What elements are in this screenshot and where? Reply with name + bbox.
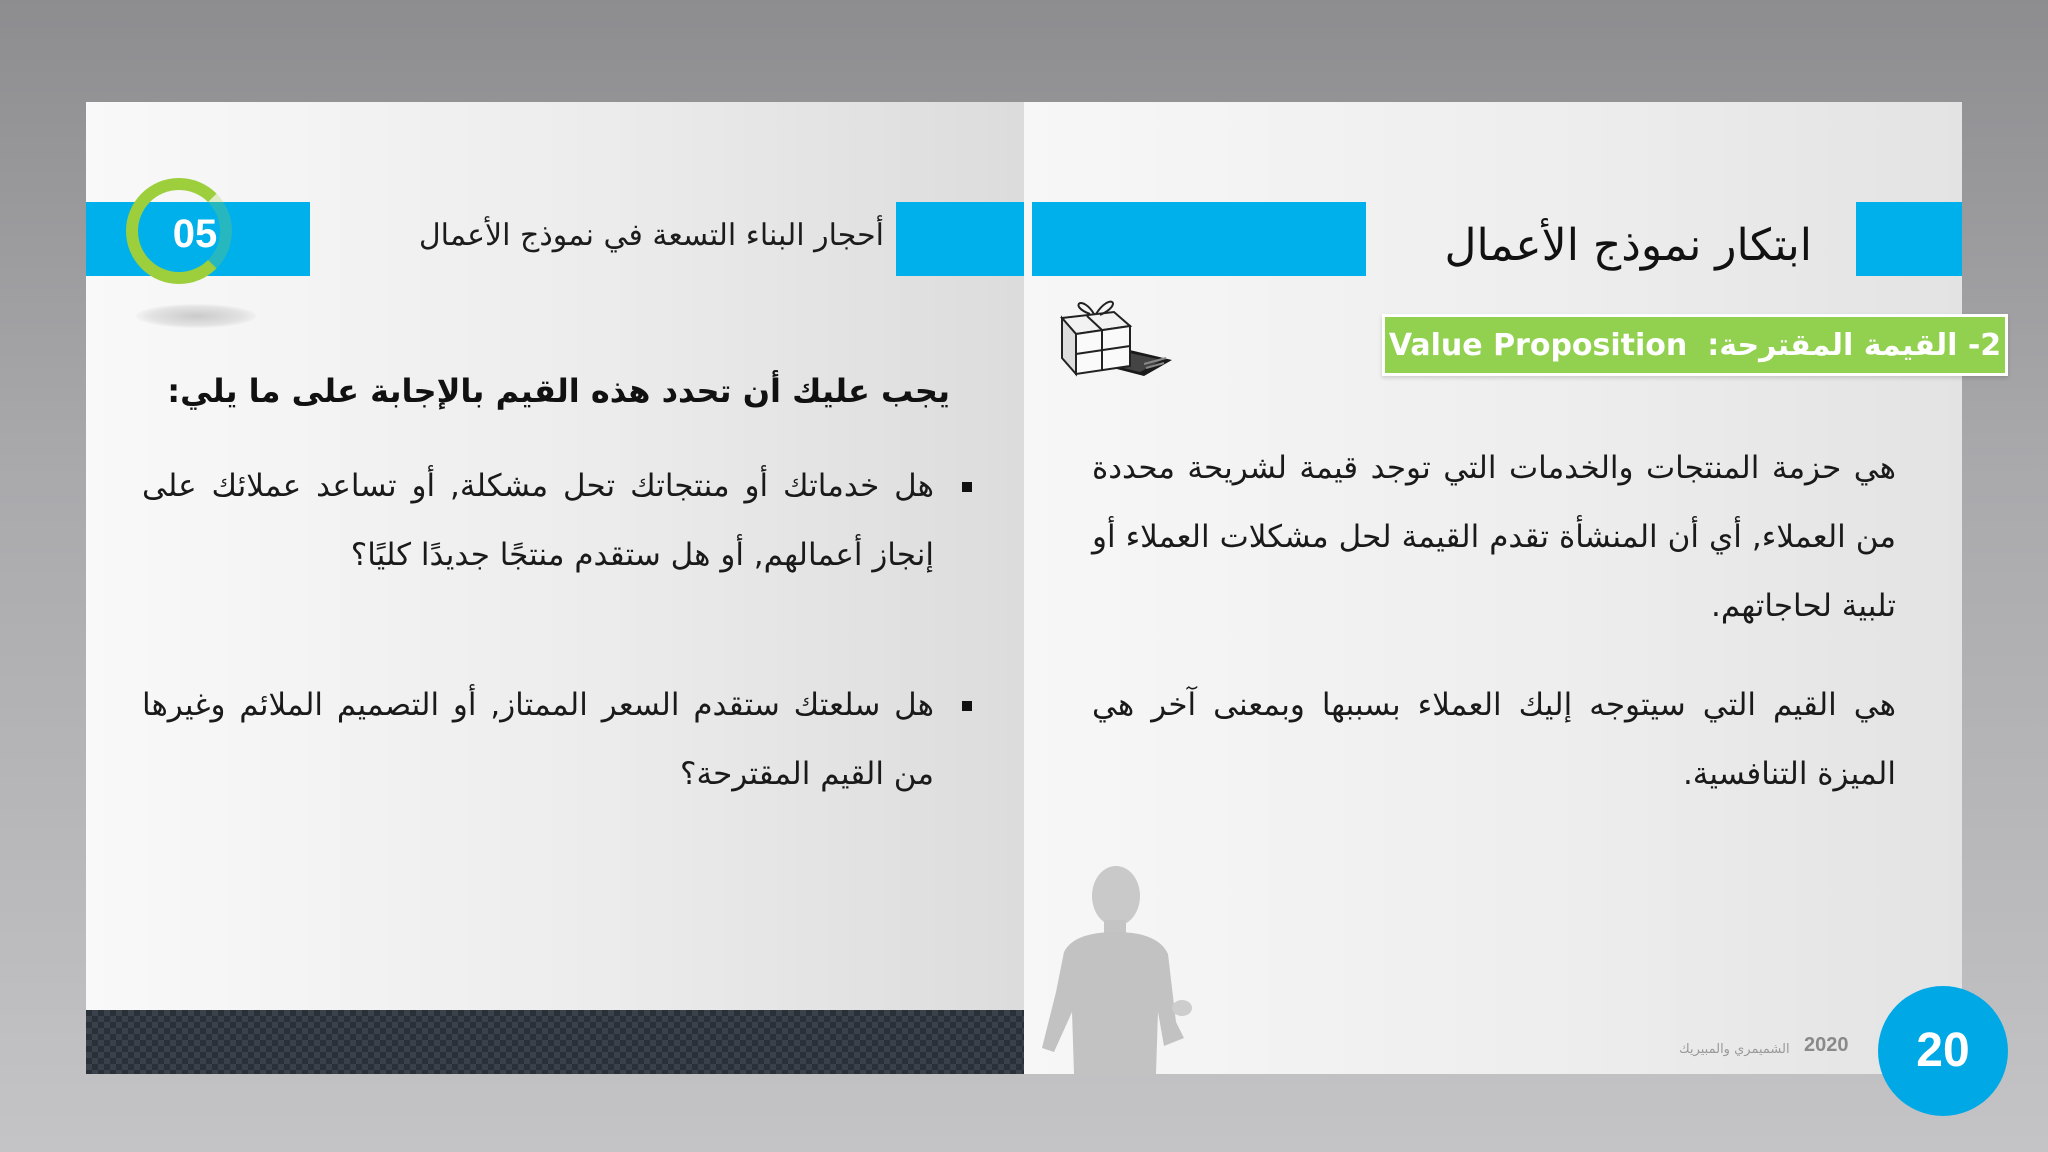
section-label-ar: 2- القيمة المقترحة: [1707, 327, 2002, 363]
footer-year: 2020 [1804, 1034, 1849, 1056]
section-label-en: Value Proposition [1388, 327, 1688, 363]
section-label-box [1382, 314, 2008, 376]
right-header-band-right [1856, 202, 1962, 276]
bullet-marker-icon [962, 482, 972, 492]
right-page [1024, 102, 2002, 1074]
page-title: ابتكار نموذج الأعمال [1444, 220, 1812, 271]
question-heading: يجب عليك أن تحدد هذه القيم بالإجابة على ما يلي: [167, 372, 950, 410]
section-number: 05 [172, 212, 218, 256]
bullet-text: هل سلعتك ستقدم السعر الممتاز, أو التصميم الملائم وغيرها من القيم المقترحة؟ [142, 687, 934, 792]
footer-pattern-strip [86, 1010, 1024, 1074]
ring-shadow [136, 304, 256, 328]
left-page [86, 102, 1024, 1074]
bullet-item [142, 452, 986, 590]
page-number-badge: 20 [1878, 986, 2008, 1116]
right-header-band-left [1032, 202, 1366, 276]
bullet-item [142, 671, 986, 809]
bullet-text: هل خدماتك أو منتجاتك تحل مشكلة, أو تساعد عملائك على إنجاز أعمالهم, أو هل ستقدم منتجًا جديدًا كليًا؟ [142, 468, 934, 573]
footer-credit: الشميمري والمبيريك [1679, 1042, 1790, 1057]
left-header-band-right [896, 202, 1024, 276]
left-subheader: أحجار البناء التسعة في نموذج الأعمال [418, 218, 884, 253]
paragraph: هي حزمة المنتجات والخدمات التي توجد قيمة لشريحة محددة من العملاء, أي أن المنشأة تقدم القيمة لحل مشكلات العملاء أو تلبية لحاجاتهم. [1092, 450, 1896, 624]
gift-box-icon [1054, 288, 1180, 398]
bullet-marker-icon [962, 701, 972, 711]
presenter-silhouette-icon [1034, 862, 1194, 1074]
paragraph: هي القيم التي سيتوجه إليك العملاء بسببها وبمعنى آخر هي الميزة التنافسية. [1092, 687, 1896, 792]
